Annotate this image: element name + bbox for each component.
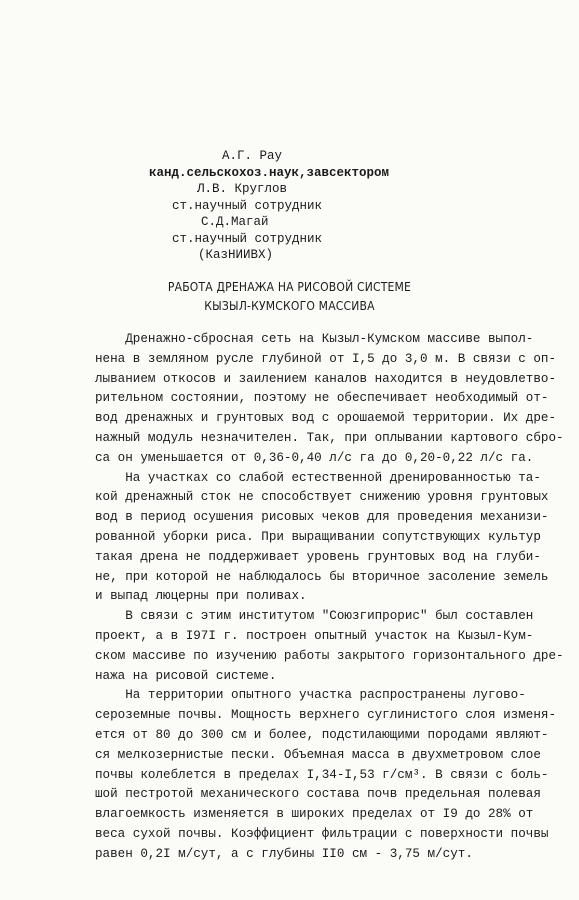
body-line: ся мелкозернистые пески. Объемная масса в двухметровом слое <box>95 747 541 762</box>
body-line: влагоемкость изменяется в широких пределах от I9 до 28% от <box>95 807 534 822</box>
title-line-1: РАБОТА ДРЕНАЖА НА РИСОВОЙ СИСТЕМЕ <box>167 280 412 294</box>
author-title-magai: ст.научный сотрудник <box>172 231 323 246</box>
body-line: нажа на рисовой системе. <box>95 668 277 683</box>
body-line: В связи с этим институтом "Союзгипрорис" был составлен <box>95 609 534 624</box>
title-line-2: КЫЗЫЛ-КУМСКОГО МАССИВА <box>204 299 375 313</box>
author-name-rau: А.Г. Рау <box>222 149 283 163</box>
body-line: На территории опытного участка распространены лугово- <box>95 688 526 703</box>
body-line: ском массиве по изучению работы закрытого горизонтального дре- <box>95 648 564 663</box>
author-block <box>0 148 579 264</box>
body-line: почвы колеблется в пределах I,34-I,53 г/см³. В связи с боль- <box>95 767 549 782</box>
body-line: не, при которой не наблюдалось бы вторичное засоление земель <box>95 569 549 584</box>
body-text <box>95 330 564 865</box>
body-line: кой дренажный сток не способствует снижению уровня грунтовых <box>95 490 549 505</box>
author-title-rau: канд.сельскохоз.наук,завсектором <box>149 165 390 180</box>
body-line: рительном состоянии, поэтому не обеспечивает необходимый от- <box>95 391 549 406</box>
document-title <box>0 278 579 316</box>
body-line: лыванием откосов и заилением каналов находится в неудовлетво- <box>95 371 557 386</box>
body-line: нена в земляном русле глубиной от I,5 до 3,0 м. В связи с оп- <box>95 351 557 366</box>
author-title-kruglov: ст.научный сотрудник <box>172 198 323 213</box>
body-line: нажный модуль незначителен. Так, при оплывании картового сбро- <box>95 430 564 445</box>
author-name-magai: С.Д.Магай <box>201 215 269 229</box>
body-line: сероземные почвы. Мощность верхнего суглинистого слоя изменя- <box>95 708 557 723</box>
body-line: такая дрена не поддерживает уровень грунтовых вод на глуби- <box>95 549 541 564</box>
body-line: вод дренажных и грунтовых вод с орошаемой территории. Их дре- <box>95 411 557 426</box>
body-line: вод в период осушения рисовых чеков для проведения механизи- <box>95 510 549 525</box>
body-line: На участках со слабой естественной дренированностью та- <box>95 470 541 485</box>
body-line: веса сухой почвы. Коэффициент фильтрации с поверхности почвы <box>95 826 549 841</box>
body-line: и выпад люцерны при поливах. <box>95 589 307 604</box>
body-line: проект, а в I97I г. построен опытный участок на Кызыл-Кум- <box>95 628 534 643</box>
body-line: равен 0,2I м/сут, а с глубины II0 см - 3,75 м/сут. <box>95 846 473 861</box>
author-name-kruglov: Л.В. Круглов <box>197 182 288 196</box>
body-line: шой пестротой механического состава почв предельная полевая <box>95 787 541 802</box>
body-line: са он уменьшается от 0,36-0,40 л/с га до 0,20-0,22 л/с га. <box>95 450 534 465</box>
body-line: рованной уборки риса. При выращивании сопутствующих культур <box>95 529 541 544</box>
author-institution: (КазНИИВХ) <box>198 248 274 262</box>
body-line: Дренажно-сбросная сеть на Кызыл-Кумском массиве выпол- <box>95 332 534 346</box>
body-line: ется от 80 до 300 см и более, подстилающими породами являют- <box>95 727 549 742</box>
